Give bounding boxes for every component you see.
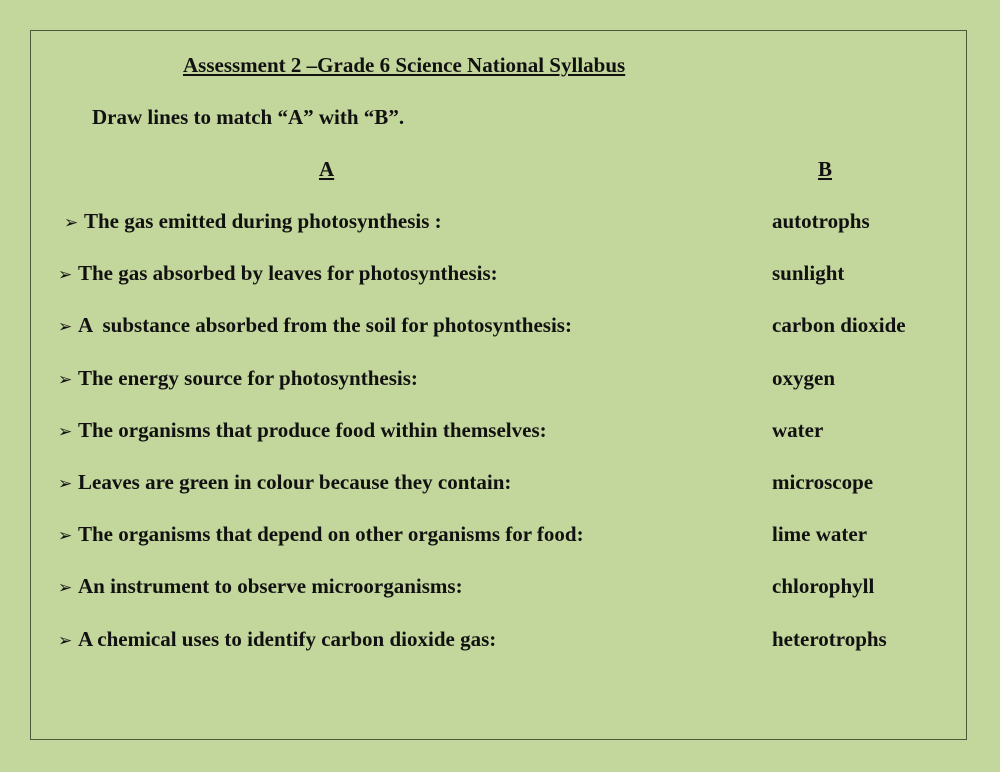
column-a-item — [58, 574, 463, 599]
arrow-bullet-icon: ➢ — [58, 473, 73, 494]
match-row — [31, 522, 966, 574]
match-row — [31, 366, 966, 418]
column-b-item: heterotrophs — [772, 626, 887, 651]
column-a-item — [58, 627, 496, 652]
column-b-item: sunlight — [772, 261, 845, 286]
arrow-bullet-icon: ➢ — [58, 421, 73, 442]
column-a-text: The gas absorbed by leaves for photosynthesis: — [78, 261, 498, 286]
arrow-bullet-icon: ➢ — [58, 526, 73, 547]
page-title: Assessment 2 –Grade 6 Science National Syllabus — [183, 53, 626, 77]
arrow-bullet-icon: ➢ — [58, 369, 73, 390]
arrow-bullet-icon: ➢ — [58, 317, 73, 338]
column-a-item — [58, 366, 418, 391]
column-b-item: carbon dioxide — [772, 313, 906, 338]
column-a-text: Leaves are green in colour because they contain: — [78, 469, 512, 494]
match-row — [31, 627, 966, 679]
match-row — [31, 418, 966, 470]
worksheet-frame — [30, 30, 967, 740]
column-a-text: The organisms that produce food within themselves: — [78, 417, 547, 442]
column-a-text: The organisms that depend on other organisms for food: — [78, 522, 584, 547]
arrow-bullet-icon: ➢ — [58, 265, 73, 286]
column-a-text: The gas emitted during photosynthesis : — [84, 209, 442, 233]
column-a-item — [58, 261, 498, 286]
match-row — [31, 574, 966, 626]
column-a-item — [58, 418, 547, 443]
column-b-item: lime water — [772, 522, 868, 547]
arrow-bullet-icon: ➢ — [64, 213, 79, 233]
column-b-item: autotrophs — [772, 209, 870, 233]
match-row — [31, 470, 966, 522]
matching-list — [31, 209, 966, 679]
instruction-text: Draw lines to match “A” with “B”. — [92, 105, 405, 129]
column-a-text: The energy source for photosynthesis: — [78, 365, 418, 390]
match-row — [31, 209, 966, 261]
column-b-item: oxygen — [772, 365, 835, 390]
arrow-bullet-icon: ➢ — [58, 630, 73, 651]
column-b-item: chlorophyll — [772, 574, 875, 599]
arrow-bullet-icon: ➢ — [58, 578, 73, 599]
column-b-heading: B — [818, 157, 833, 181]
column-b-item: water — [772, 417, 824, 442]
column-a-item — [58, 313, 572, 338]
column-a-text: A chemical uses to identify carbon dioxide gas: — [78, 626, 497, 651]
column-b-item: microscope — [772, 469, 874, 494]
column-a-item — [64, 209, 442, 234]
column-a-text: An instrument to observe microorganisms: — [78, 574, 463, 599]
match-row — [31, 313, 966, 365]
match-row — [31, 261, 966, 313]
column-a-item — [58, 470, 511, 495]
column-a-text: A substance absorbed from the soil for photosynthesis: — [78, 313, 572, 338]
column-a-heading: A — [319, 157, 335, 181]
column-a-item — [58, 522, 584, 547]
